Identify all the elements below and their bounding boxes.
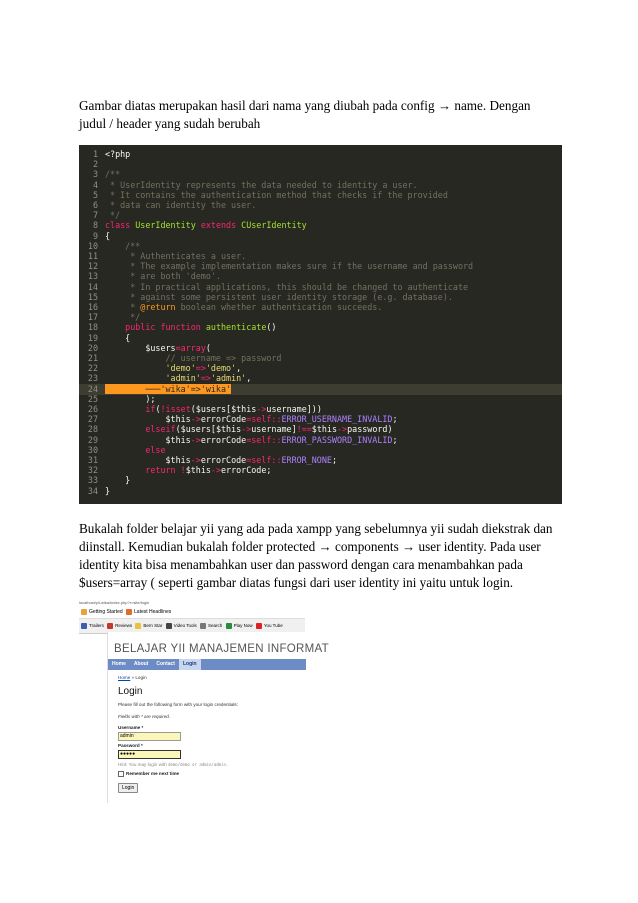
code-token: /** bbox=[105, 240, 141, 251]
code-token: * against some persistent user identity storage (e.g. database). bbox=[105, 291, 453, 302]
code-token: elseif bbox=[145, 424, 176, 435]
code-token bbox=[105, 363, 166, 373]
code-token: ($users[$this bbox=[190, 404, 257, 414]
code-line bbox=[79, 486, 562, 497]
code-token bbox=[105, 373, 166, 383]
line-number: 23 bbox=[87, 373, 98, 384]
toolbar-youtube: You Tube bbox=[263, 623, 283, 628]
line-number: 12 bbox=[87, 261, 98, 272]
line-number: 5 bbox=[92, 189, 98, 200]
line-number: 1 bbox=[92, 149, 98, 159]
code-token: */ bbox=[105, 210, 121, 221]
username-input[interactable]: admin bbox=[118, 732, 181, 741]
line-number: 13 bbox=[87, 271, 98, 282]
remember-label: Remember me next time bbox=[126, 771, 180, 777]
code-token: return bbox=[145, 465, 181, 476]
code-token: <?php bbox=[105, 149, 131, 159]
code-token: = bbox=[175, 342, 181, 353]
code-token: -> bbox=[190, 434, 201, 445]
code-token: ERROR_PASSWORD_INVALID bbox=[281, 434, 393, 445]
code-token: 'demo' bbox=[165, 363, 196, 374]
username-label: Username * bbox=[118, 725, 144, 730]
code-token: , bbox=[246, 373, 252, 384]
code-token: 'admin' bbox=[165, 373, 201, 384]
line-number: 26 bbox=[87, 404, 98, 414]
code-token: /** bbox=[105, 169, 121, 180]
code-token: $this bbox=[311, 424, 338, 435]
code-token: CUserIdentity bbox=[241, 220, 307, 231]
code-token: username])) bbox=[266, 404, 322, 414]
code-token bbox=[105, 445, 145, 455]
code-token bbox=[105, 322, 125, 332]
code-token: * It contains the authentication method that checks if the provided bbox=[105, 189, 448, 200]
code-token: * In practical applications, this should be changed to authenticate bbox=[105, 281, 469, 292]
page-title: Login bbox=[118, 686, 143, 697]
code-token: errorCode bbox=[200, 434, 247, 445]
code-token: array bbox=[180, 342, 206, 353]
toolbar-reviews: Reviews bbox=[115, 623, 133, 628]
code-token: 'admin' bbox=[210, 373, 247, 384]
code-token: * bbox=[105, 302, 141, 312]
line-number: 15 bbox=[87, 291, 98, 302]
code-token: ; bbox=[392, 434, 398, 445]
toolbar-play-now: Play Now bbox=[233, 623, 253, 628]
code-token: } bbox=[105, 485, 111, 496]
reviews-icon bbox=[107, 623, 113, 629]
code-token: password) bbox=[347, 424, 393, 435]
code-token: -> bbox=[210, 465, 221, 476]
code-token: ; bbox=[331, 455, 337, 465]
code-token: -> bbox=[256, 404, 267, 414]
code-token: */ bbox=[105, 312, 141, 323]
code-token: -> bbox=[190, 455, 201, 465]
code-token: $this bbox=[105, 414, 191, 425]
paragraph-config-name: Gambar diatas merupakan hasil dari nama yang diubah pada config → name. Dengan judul / header yang sudah berubah bbox=[79, 98, 531, 131]
nav-about[interactable]: About bbox=[133, 661, 149, 667]
code-token: ───'wika'=>'wika' bbox=[105, 383, 232, 394]
code-token: isset bbox=[165, 404, 191, 414]
line-number: 19 bbox=[87, 332, 98, 343]
star-icon bbox=[135, 623, 141, 629]
code-token: = bbox=[246, 434, 252, 445]
code-token: self bbox=[251, 414, 272, 425]
nav-contact[interactable]: Contact bbox=[156, 661, 175, 667]
line-number: 32 bbox=[87, 465, 98, 476]
code-token: :: bbox=[271, 455, 282, 465]
code-token: () bbox=[266, 322, 277, 333]
bookmark-latest-headlines: Latest Headlines bbox=[134, 609, 172, 615]
trailers-icon bbox=[81, 623, 87, 629]
line-number: 2 bbox=[92, 159, 98, 170]
line-number: 27 bbox=[87, 414, 98, 425]
code-token: } bbox=[105, 475, 131, 486]
line-number: 21 bbox=[87, 353, 98, 363]
code-token: public function bbox=[125, 322, 206, 333]
code-token: extends bbox=[200, 220, 242, 231]
line-number: 7 bbox=[92, 210, 98, 221]
code-token: -> bbox=[190, 414, 201, 425]
site-title: BELAJAR YII MANAJEMEN INFORMAT bbox=[108, 639, 312, 659]
line-number: 8 bbox=[92, 220, 98, 231]
login-button[interactable]: Login bbox=[118, 783, 138, 793]
code-token: :: bbox=[271, 434, 282, 445]
site-nav bbox=[108, 659, 306, 670]
code-token: class bbox=[105, 220, 136, 231]
code-token: = bbox=[246, 455, 252, 465]
code-token: => bbox=[195, 363, 206, 374]
code-token: * Authenticates a user. bbox=[105, 251, 247, 261]
code-token: * data can identity the user. bbox=[105, 200, 257, 210]
code-screenshot bbox=[79, 145, 562, 504]
line-number: 3 bbox=[92, 169, 98, 180]
password-label: Password * bbox=[118, 743, 143, 748]
paragraph-user-identity: Bukalah folder belajar yii yang ada pada xampp yang sebelumnya yii sudah diekstrak dan diinstall. Kemudian bukalah folder protected → components → user identity. Pada user identity kita bisa menambahkan user dan password dengan cara menambahkan pada $users=array ( seperti gambar diatas fungsi dari user identity ini yaitu untuk login. bbox=[79, 521, 553, 590]
toolbar-video-tools: Video Tools bbox=[173, 623, 197, 628]
rss-icon bbox=[126, 609, 132, 615]
code-token: username] bbox=[251, 424, 297, 435]
code-token: { bbox=[105, 332, 131, 343]
line-number: 16 bbox=[87, 302, 98, 312]
code-token: => bbox=[200, 373, 211, 384]
play-icon bbox=[226, 623, 232, 629]
breadcrumb-home-link[interactable]: Home bbox=[118, 675, 131, 680]
code-token: else bbox=[145, 444, 166, 455]
hint-code: demo/demo or admin/admin. bbox=[168, 762, 229, 767]
line-number: 11 bbox=[87, 251, 98, 261]
breadcrumb bbox=[118, 675, 147, 680]
line-number: 18 bbox=[87, 322, 98, 333]
line-number: 31 bbox=[87, 455, 98, 465]
code-token: UserIdentity bbox=[135, 220, 201, 231]
line-number: 24 bbox=[87, 383, 98, 394]
toolbar-bern-star: Bern Star bbox=[143, 623, 163, 628]
line-number: 14 bbox=[87, 281, 98, 292]
line-number: 25 bbox=[87, 393, 98, 404]
hint-text: Hint: You may login with bbox=[118, 762, 169, 767]
code-token: ( bbox=[155, 404, 161, 414]
password-input[interactable]: ●●●●● bbox=[118, 750, 181, 759]
code-token: ERROR_USERNAME_INVALID bbox=[281, 414, 393, 425]
code-token: self bbox=[251, 455, 272, 465]
code-token: ERROR_NONE bbox=[281, 455, 332, 465]
bookmark-getting-started: Getting Started bbox=[89, 609, 123, 615]
required-note: Fields with * are required. bbox=[118, 714, 171, 719]
browser-screenshot bbox=[79, 599, 329, 803]
line-number: 28 bbox=[87, 424, 98, 435]
code-token: -> bbox=[337, 424, 348, 435]
code-token: !== bbox=[296, 424, 312, 435]
code-token: 'demo' bbox=[205, 363, 237, 374]
website-page bbox=[107, 632, 329, 803]
code-token: self bbox=[251, 434, 272, 445]
toolbar-search: Search bbox=[208, 623, 223, 628]
toolbar-trailers: Trailers bbox=[89, 623, 104, 628]
breadcrumb-current: » Login bbox=[131, 675, 147, 680]
line-number: 9 bbox=[92, 230, 98, 241]
code-token: ! bbox=[160, 404, 166, 414]
login-hint bbox=[118, 762, 228, 767]
code-token: , bbox=[236, 363, 242, 374]
line-number: 29 bbox=[87, 434, 98, 445]
line-number: 34 bbox=[87, 485, 98, 496]
code-token: errorCode bbox=[200, 414, 247, 425]
video-icon bbox=[166, 623, 172, 629]
code-token: :: bbox=[271, 414, 282, 425]
line-number: 22 bbox=[87, 363, 98, 374]
line-number: 4 bbox=[92, 179, 98, 190]
line-number: 17 bbox=[87, 312, 98, 323]
line-number: 20 bbox=[87, 342, 98, 353]
code-token: errorCode bbox=[200, 455, 247, 465]
nav-login[interactable]: Login bbox=[179, 659, 201, 670]
code-token: boolean whether authentication succeeds. bbox=[175, 302, 383, 312]
line-number: 30 bbox=[87, 444, 98, 455]
code-token: = bbox=[246, 414, 252, 425]
code-token: * are both 'demo'. bbox=[105, 271, 221, 282]
code-token: { bbox=[105, 230, 111, 241]
code-token: if bbox=[145, 404, 156, 414]
code-token: ( bbox=[205, 342, 211, 353]
login-intro: Please fill out the following form with your login credentials: bbox=[118, 702, 239, 707]
code-token: // username => password bbox=[105, 353, 282, 363]
code-token bbox=[105, 465, 145, 475]
code-token: $users bbox=[105, 342, 176, 353]
search-icon bbox=[200, 623, 206, 629]
code-token: ! bbox=[180, 465, 186, 476]
youtube-icon bbox=[256, 623, 262, 629]
code-token: $this bbox=[185, 465, 211, 476]
bookmarks-bar bbox=[79, 607, 305, 618]
code-token: authenticate bbox=[205, 322, 267, 333]
address-bar: localhost/yii-wika/index.php?r=site/login bbox=[79, 600, 150, 605]
line-number: 33 bbox=[87, 475, 98, 486]
remember-me[interactable] bbox=[118, 771, 179, 777]
bookmark-icon bbox=[81, 609, 87, 615]
code-token: ; bbox=[392, 414, 398, 425]
code-token: * The example implementation makes sure if the username and password bbox=[105, 261, 474, 272]
nav-home[interactable]: Home bbox=[112, 661, 126, 667]
code-token bbox=[105, 404, 145, 414]
code-token: $this bbox=[105, 434, 191, 445]
code-token: errorCode; bbox=[221, 465, 272, 476]
remember-checkbox[interactable] bbox=[118, 771, 124, 777]
line-number: 10 bbox=[87, 240, 98, 251]
line-number: 6 bbox=[92, 200, 98, 210]
code-token: ); bbox=[105, 393, 156, 404]
code-token bbox=[105, 424, 145, 434]
code-token: * UserIdentity represents the data needed to identity a user. bbox=[105, 179, 418, 190]
code-token: -> bbox=[241, 424, 252, 435]
code-token: @return bbox=[140, 302, 176, 312]
code-token: $this bbox=[105, 455, 191, 465]
code-token: ($users[$this bbox=[175, 424, 242, 435]
